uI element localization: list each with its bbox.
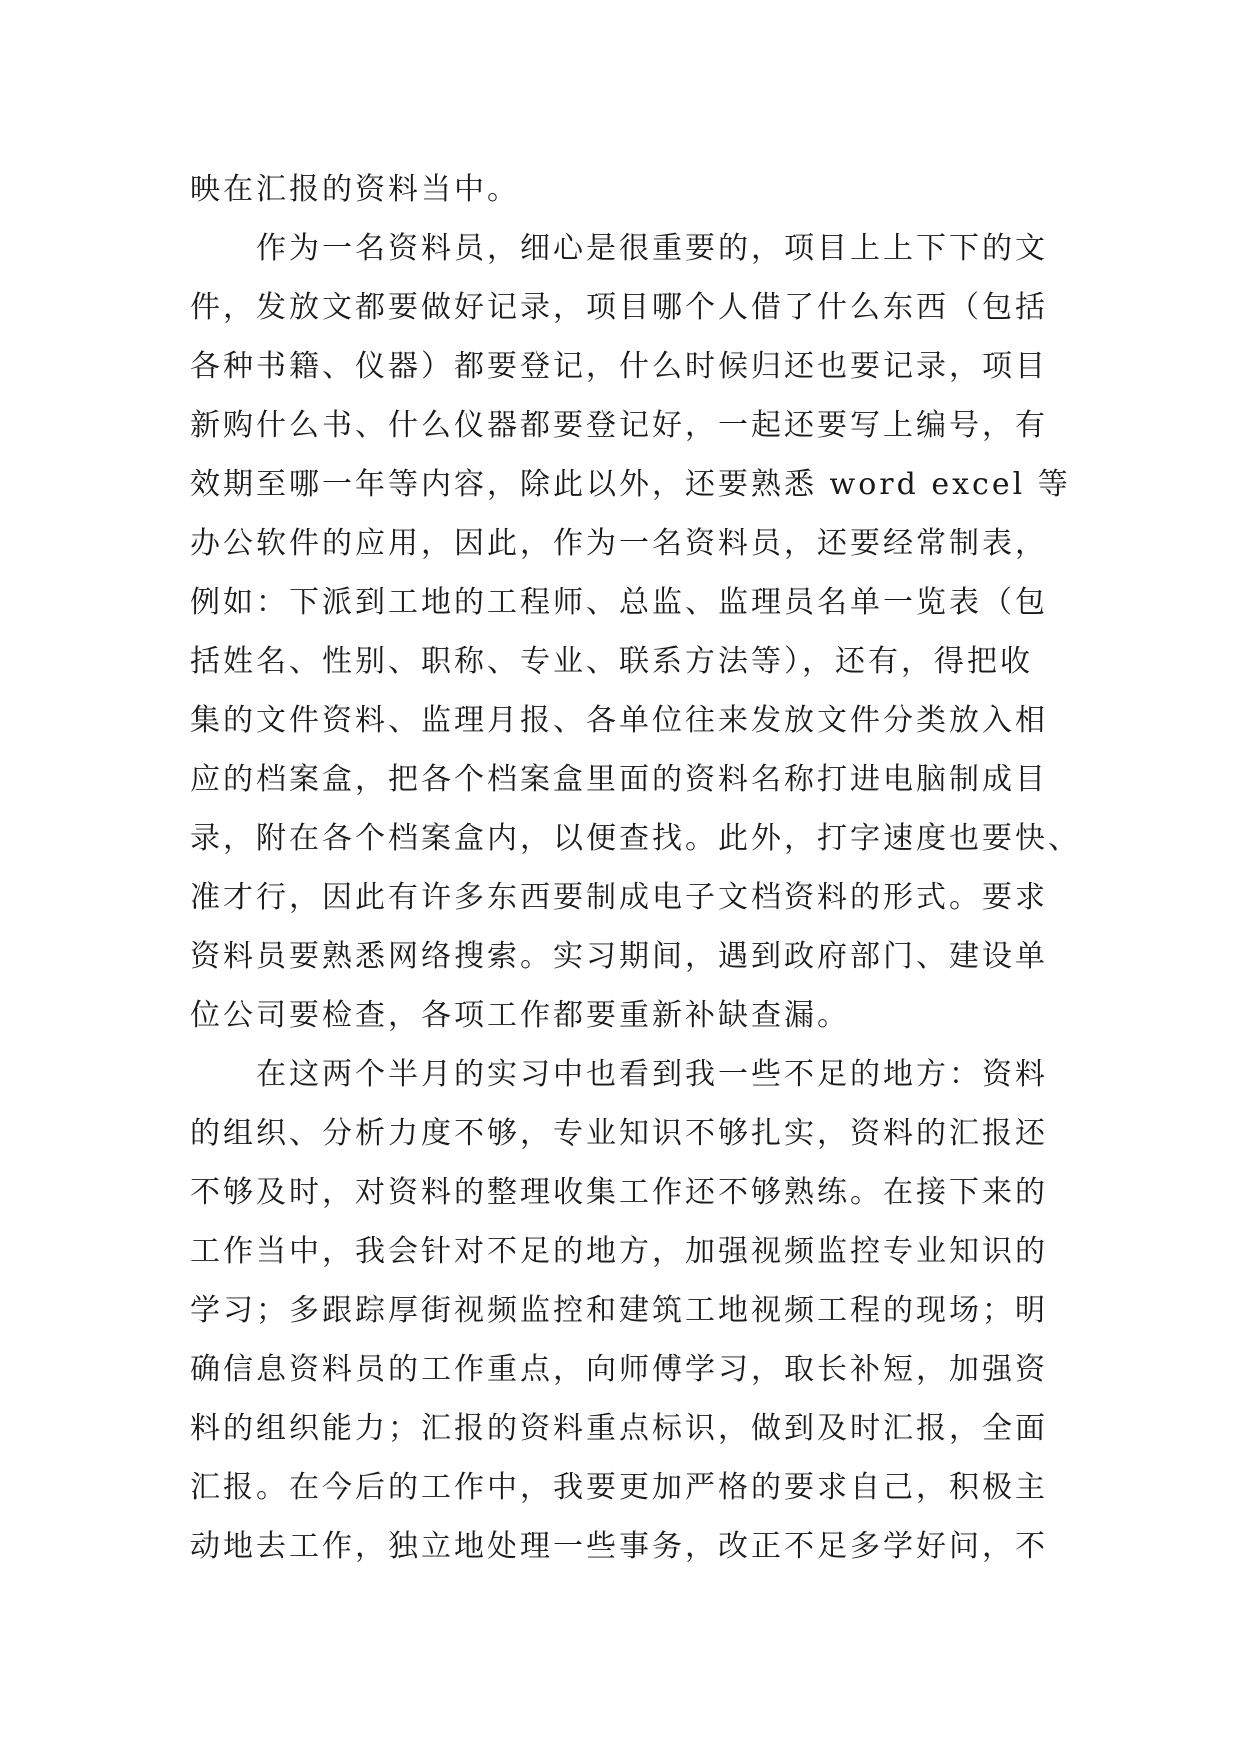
text-line: 在这两个半月的实习中也看到我一些不足的地方：资料 (190, 1057, 1048, 1092)
text-line: 位公司要检查，各项工作都要重新补缺查漏。 (190, 998, 850, 1033)
text-line: 集的文件资料、监理月报、各单位往来发放文件分类放入相 (190, 703, 1048, 738)
text-line: 准才行，因此有许多东西要制成电子文档资料的形式。要求 (190, 880, 1048, 915)
text-line: 效期至哪一年等内容，除此以外，还要熟悉 word excel 等 (190, 467, 1071, 502)
text-line: 作为一名资料员，细心是很重要的，项目上上下下的文 (190, 231, 1048, 266)
document-body (190, 160, 1081, 1576)
text-line: 映在汇报的资料当中。 (190, 172, 520, 207)
text-line: 录，附在各个档案盒内，以便查找。此外，打字速度也要快、 (190, 821, 1081, 856)
text-line: 资料员要熟悉网络搜索。实习期间，遇到政府部门、建设单 (190, 939, 1048, 974)
text-line: 动地去工作，独立地处理一些事务，改正不足多学好问，不 (190, 1529, 1048, 1564)
text-line: 例如：下派到工地的工程师、总监、监理员名单一览表（包 (190, 585, 1048, 620)
text-line: 汇报。在今后的工作中，我要更加严格的要求自己，积极主 (190, 1470, 1048, 1505)
text-line: 料的组织能力；汇报的资料重点标识，做到及时汇报，全面 (190, 1411, 1048, 1446)
text-line: 的组织、分析力度不够，专业知识不够扎实，资料的汇报还 (190, 1116, 1048, 1151)
text-line: 各种书籍、仪器）都要登记，什么时候归还也要记录，项目 (190, 349, 1048, 384)
text-line: 应的档案盒，把各个档案盒里面的资料名称打进电脑制成目 (190, 762, 1048, 797)
text-line: 括姓名、性别、职称、专业、联系方法等），还有，得把收 (190, 644, 1033, 679)
text-line: 新购什么书、什么仪器都要登记好，一起还要写上编号，有 (190, 408, 1048, 443)
text-line: 工作当中，我会针对不足的地方，加强视频监控专业知识的 (190, 1234, 1048, 1269)
text-line: 不够及时，对资料的整理收集工作还不够熟练。在接下来的 (190, 1175, 1048, 1210)
text-line: 件，发放文都要做好记录，项目哪个人借了什么东西（包括 (190, 290, 1048, 325)
text-line: 办公软件的应用，因此，作为一名资料员，还要经常制表， (190, 526, 1048, 561)
text-line: 学习；多跟踪厚街视频监控和建筑工地视频工程的现场；明 (190, 1293, 1048, 1328)
text-line: 确信息资料员的工作重点，向师傅学习，取长补短，加强资 (190, 1352, 1048, 1387)
